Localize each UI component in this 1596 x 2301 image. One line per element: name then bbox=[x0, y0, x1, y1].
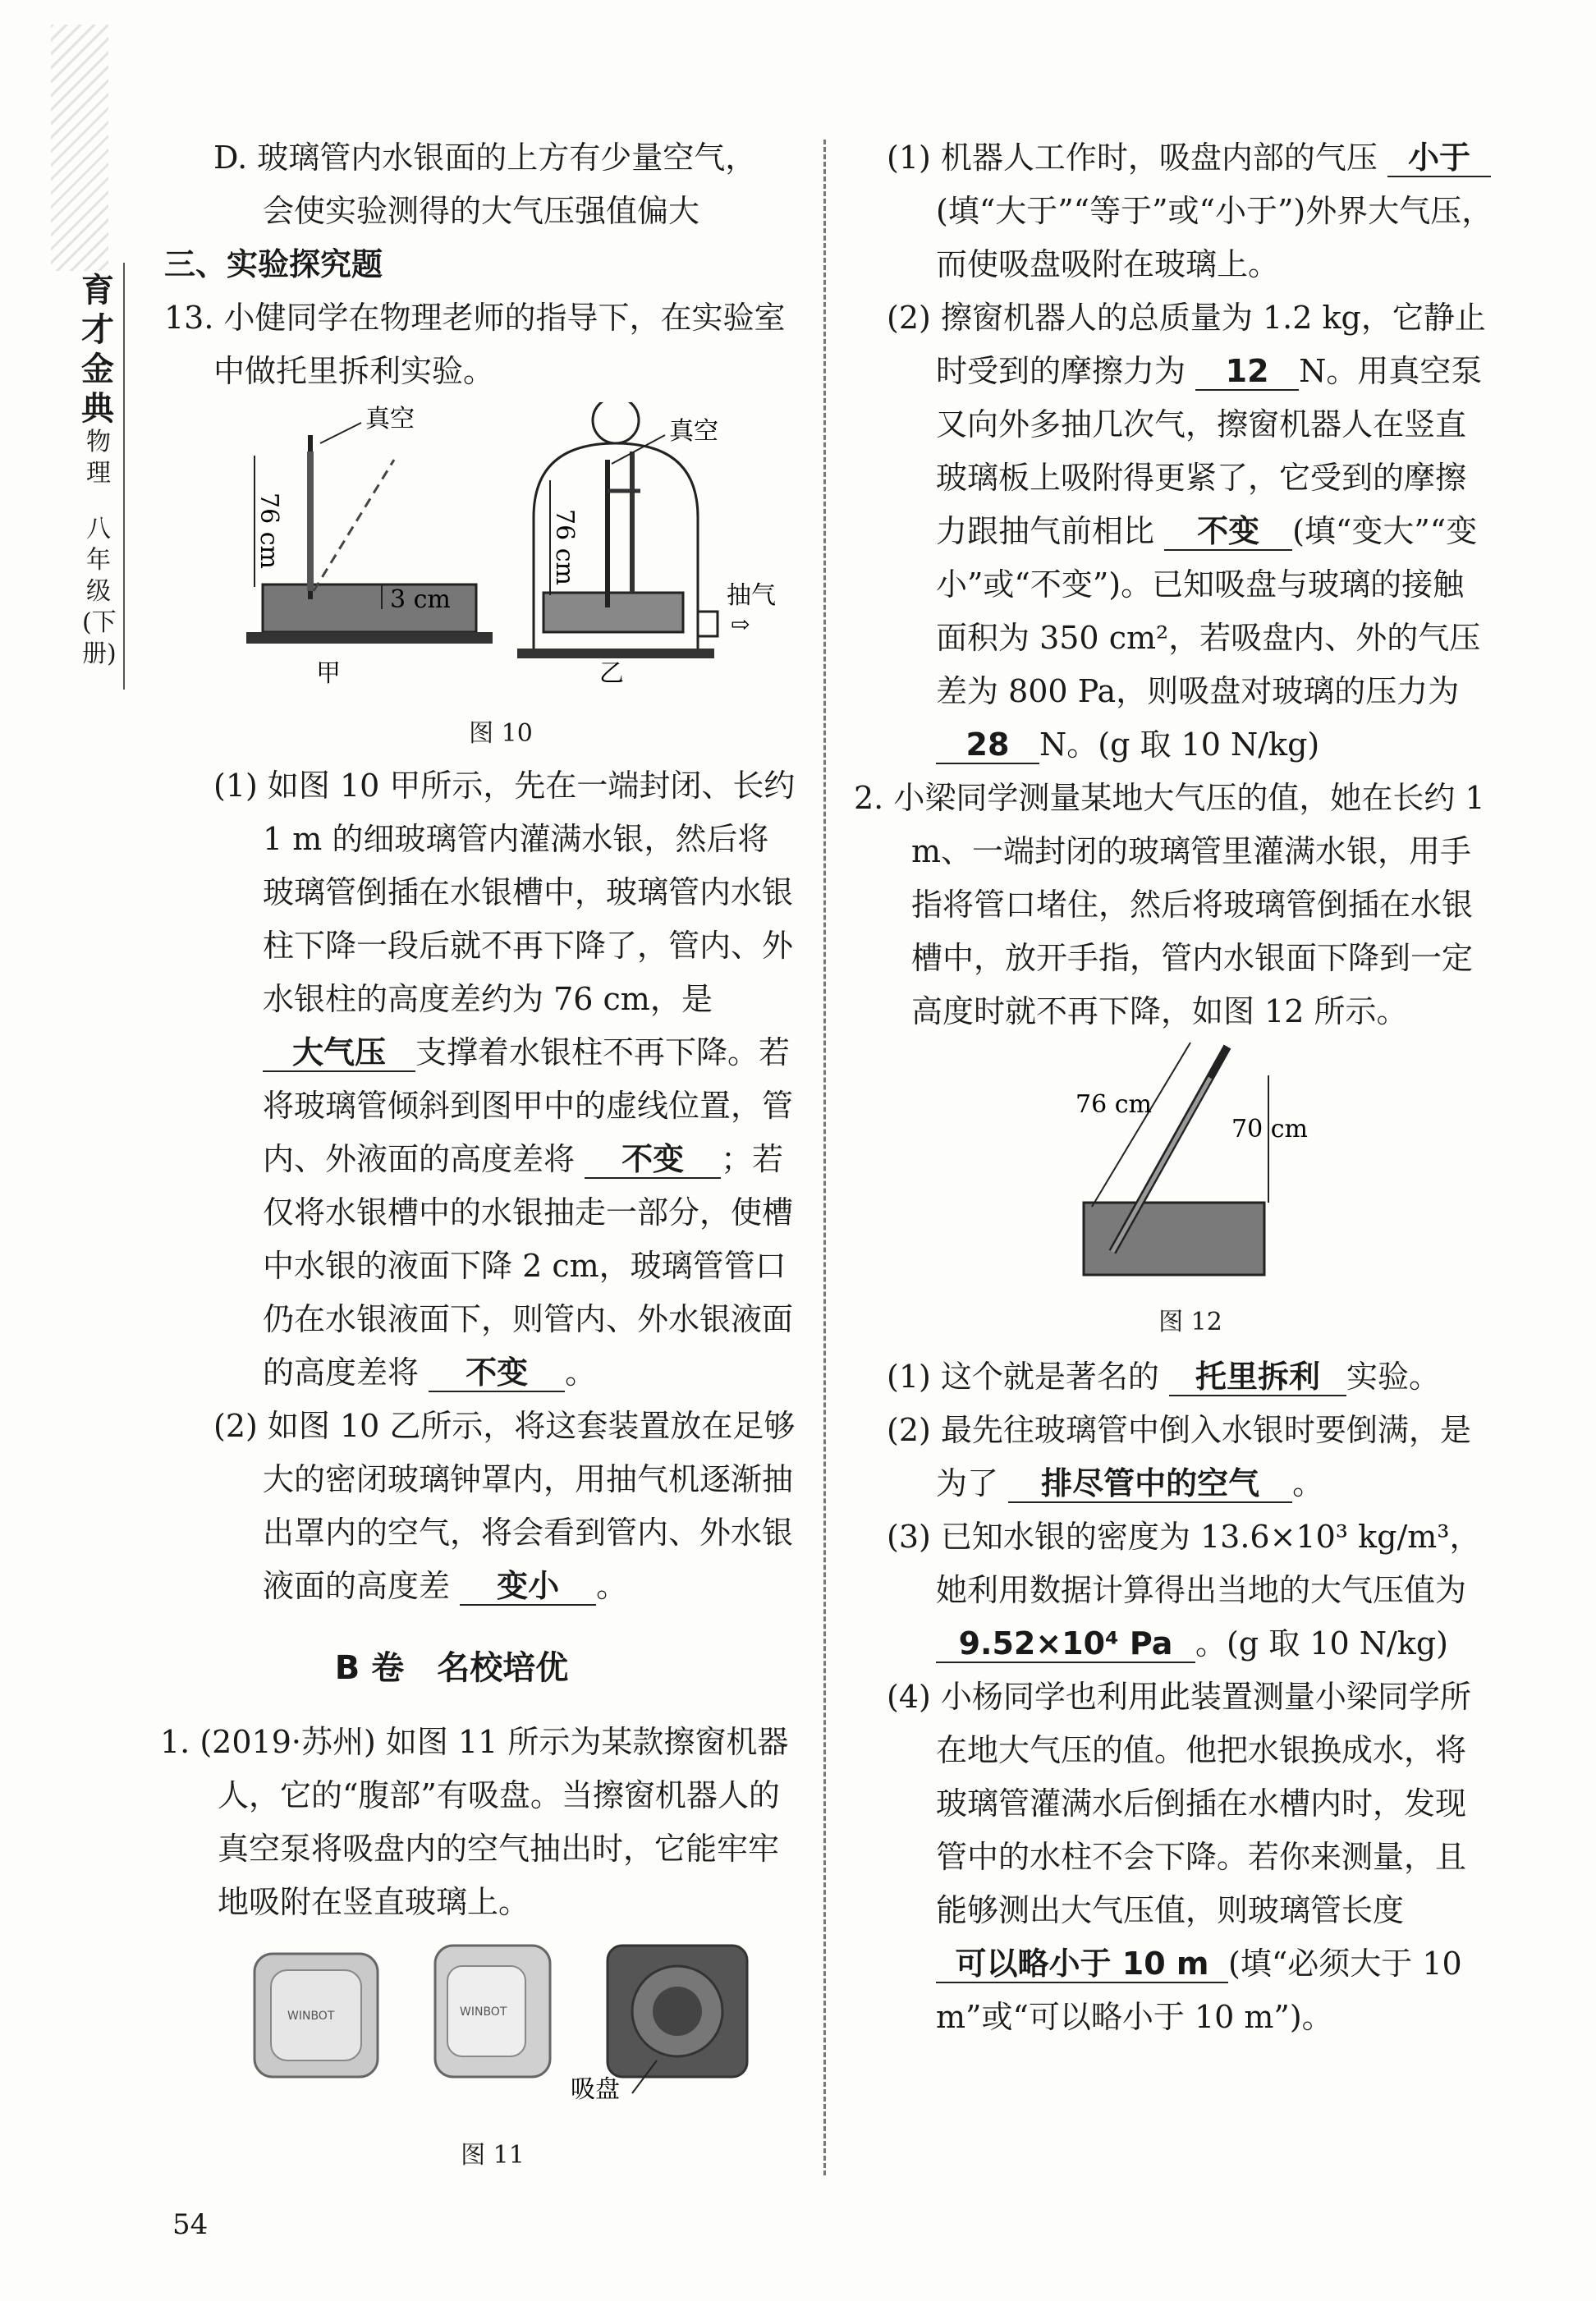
figure-12 bbox=[1067, 1038, 1346, 1285]
left-column-top bbox=[164, 131, 796, 398]
label-76cm-jia: 76 cm bbox=[255, 493, 283, 569]
sidebar-rule bbox=[123, 263, 125, 690]
q13-part1: (1) 如图 10 甲所示，先在一端封闭、长约 1 m 的细玻璃管内灌满水银，然后将玻璃管倒插在水银槽中，玻璃管内水银柱下降一段后就不再下降了，管内、外水银柱的高度差约为 76 cm，是 大气压 支撑着水银柱不再下降。若将玻璃管倾斜到图甲中的虚线位置，管内、外液面的高度差将 不变 ；若仅将水银槽中的水银抽走一部分，使槽中水银的液面下降 2 cm，玻璃管管口仍在水银液面下，则管内、外水银液面的高度差将 不变 。 bbox=[213, 768, 796, 1391]
q2-stem-block bbox=[854, 772, 1494, 1038]
label-suction-cup: 吸盘 bbox=[571, 2075, 620, 2102]
q12-d-line2: 会使实验测得的大气压强值偏大 bbox=[263, 193, 700, 229]
q1-stem-block bbox=[160, 1716, 800, 1929]
figure-10 bbox=[238, 402, 796, 714]
dimension-76-12 bbox=[1092, 1043, 1190, 1207]
tilted-tube-dashed bbox=[314, 460, 394, 591]
svg-text:WINBOT: WINBOT bbox=[287, 2010, 335, 2023]
q1-part2: (2) 擦窗机器人的总质量为 1.2 kg，它静止时受到的摩擦力为 12 N。用真空泵又向外多抽几次气，擦窗机器人在竖直玻璃板上吸附得更紧了，它受到的摩擦力跟抽气前相比 不变 (填“变大”“变小”或“不变”)。已知吸盘与玻璃的接触面积为 350 cm²，若吸盘内、外的气压差为 800 Pa，则吸盘对玻璃的压力为 28 N。(g 取 10 N/kg) bbox=[887, 300, 1486, 763]
page-number: 54 bbox=[172, 2208, 209, 2241]
q2-answers bbox=[887, 1350, 1494, 2044]
answer-blank: 托里拆利 bbox=[1169, 1359, 1346, 1396]
answer-blank: 排尽管中的空气 bbox=[1008, 1465, 1292, 1503]
label-vacuum-jia: 真空 bbox=[365, 405, 415, 433]
q2-part3: (3) 已知水银的密度为 13.6×10³ kg/m³，她利用数据计算得出当地的大气压值为 9.52×10⁴ Pa 。(g 取 10 N/kg) bbox=[887, 1519, 1481, 1662]
q2-stem: 2. 小梁同学测量某地大气压的值，她在长约 1 m、一端封闭的玻璃管里灌满水银，用手指将管口堵住，然后将玻璃管倒插在水银槽中，放开手指，管内水银面下降到一定高度时就不再下降，如图 12 所示。 bbox=[854, 780, 1485, 1029]
label-yi: 乙 bbox=[599, 659, 624, 688]
q1-stem: 1. (2019·苏州) 如图 11 所示为某款擦窗机器人，它的“腹部”有吸盘。当擦窗机器人的真空泵将吸盘内的空气抽出时，它能牢牢地吸附在竖直玻璃上。 bbox=[160, 1724, 789, 1920]
figure-10-caption: 图 10 bbox=[469, 719, 533, 748]
answer-blank: 28 bbox=[936, 727, 1039, 764]
mercury-trough-12 bbox=[1084, 1203, 1264, 1275]
answer-blank: 不变 bbox=[429, 1354, 565, 1392]
grade: 八年级(下册) bbox=[82, 515, 117, 668]
bell-jar-knob bbox=[593, 402, 639, 443]
answer-blank: 可以略小于 10 m bbox=[936, 1946, 1228, 1983]
answer-blank: 9.52×10⁴ Pa bbox=[936, 1625, 1195, 1663]
figure-12-caption: 图 12 bbox=[1158, 1308, 1222, 1336]
q13-stem: 13. 小健同学在物理老师的指导下，在实验室中做托里拆利实验。 bbox=[164, 300, 786, 389]
q1-part1: (1) 机器人工作时，吸盘内部的气压 小于(填“大于”“等于”或“小于”)外界大气压，而使吸盘吸附在玻璃上。 bbox=[887, 140, 1493, 282]
answer-blank: 小于 bbox=[1387, 140, 1491, 177]
answer-blank: 12 bbox=[1195, 353, 1299, 391]
answer-blank: 不变 bbox=[585, 1141, 721, 1179]
label-jia: 甲 bbox=[316, 659, 341, 688]
q2-part1: (1) 这个就是著名的 托里拆利 实验。 bbox=[887, 1359, 1441, 1395]
figure-11 bbox=[246, 1937, 755, 2102]
answer-blank: 大气压 bbox=[263, 1034, 415, 1072]
figure-11-caption: 图 11 bbox=[461, 2141, 525, 2170]
subject-grade bbox=[82, 427, 115, 670]
label-76cm-yi: 76 cm bbox=[550, 509, 579, 585]
label-76cm: 76 cm bbox=[1075, 1090, 1152, 1119]
subject: 物理 bbox=[86, 428, 111, 488]
label-70cm: 70 cm bbox=[1231, 1115, 1308, 1144]
arrow-pump-icon: ⇨ bbox=[731, 611, 750, 638]
section-b-title: B 卷 名校培优 bbox=[334, 1649, 569, 1687]
column-divider bbox=[823, 140, 826, 2175]
answer-blank: 不变 bbox=[1164, 513, 1292, 551]
base-yi bbox=[517, 649, 714, 658]
q12-d-line1: D. 玻璃管内水银面的上方有少量空气， bbox=[213, 140, 757, 176]
q2-part2: (2) 最先往玻璃管中倒入水银时要倒满，是为了 排尽管中的空气 。 bbox=[887, 1412, 1471, 1501]
mercury-column-jia bbox=[307, 451, 314, 591]
book-title: 育才金典 bbox=[81, 271, 114, 428]
label-3cm: 3 cm bbox=[390, 585, 451, 614]
q12-option-d bbox=[164, 131, 796, 238]
decorative-hatch bbox=[51, 25, 108, 271]
answer-blank: 变小 bbox=[460, 1568, 596, 1606]
q2-part4: (4) 小杨同学也利用此装置测量小梁同学所在地大气压的值。他把水银换成水，将玻璃管灌满水后倒插在水槽内时，发现管中的水柱不会下降。若你来测量，且能够测出大气压值，则玻璃管长度 可以略小于 10 m (填“必须大于 10 m”或“可以略小于 10 m”)。 bbox=[887, 1679, 1471, 2035]
table-jia bbox=[246, 632, 493, 644]
section-heading-3: 三、实验探究题 bbox=[164, 246, 383, 282]
q13-part2: (2) 如图 10 乙所示，将这套装置放在足够大的密闭玻璃钟罩内，用抽气机逐渐抽出罩内的空气，将会看到管内、外水银液面的高度差 变小 。 bbox=[213, 1408, 796, 1604]
mercury-trough-yi bbox=[543, 593, 683, 632]
label-vacuum-yi: 真空 bbox=[669, 417, 718, 446]
svg-text:WINBOT: WINBOT bbox=[460, 2005, 507, 2019]
q13-answers bbox=[213, 759, 796, 1613]
label-pump: 抽气 bbox=[727, 581, 776, 610]
right-column-top bbox=[887, 131, 1494, 772]
